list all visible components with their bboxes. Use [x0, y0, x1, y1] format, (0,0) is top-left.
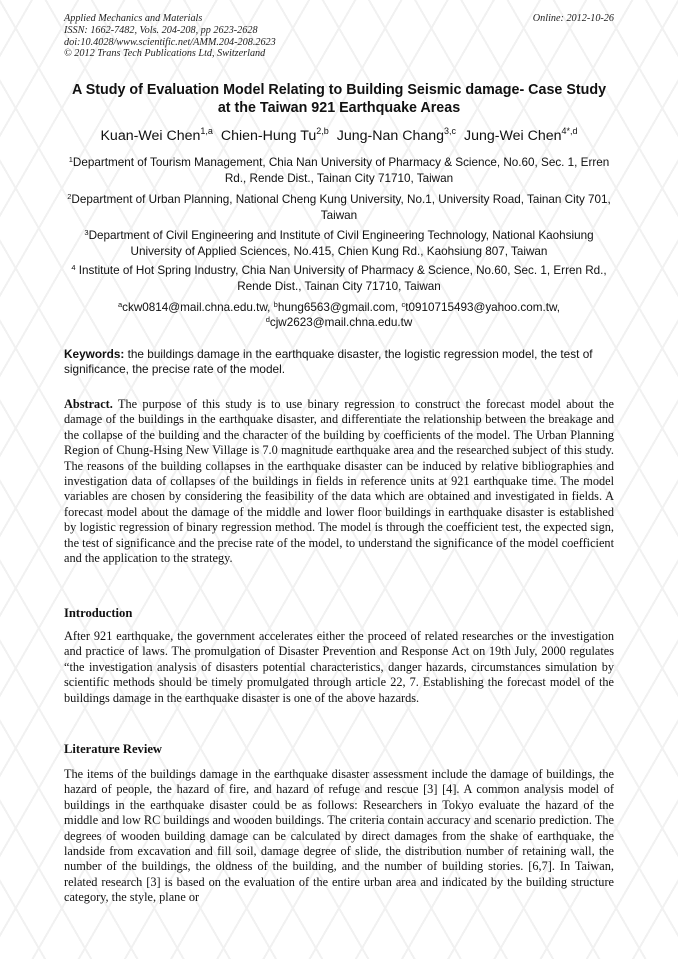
abstract-label: Abstract. [64, 397, 113, 411]
literature-text: The items of the buildings damage in the earthquake disaster assessment include the damage of buildings, the hazard of people, the hazard of fire, and hazard of refuge and rescue [3] [4]. A common analysis model of buildings in the earthquake disaster could be as follows: Researchers in Tokyo evaluate the hazard of the middle and low RC buildings and wooden buildings. The criteria contain accuracy and scenario prediction. The degrees of wooden building damage can be calculated by direct damages from the shake of earthquake, the landside from excavation and fill soil, damage degree of slide, the distribution number of retaining wall, the number of the buildings, the oldness of the building, and the number of building stories. [6,7]. In Taiwan, related research [3] is based on the evaluation of the entire urban area and indicated by the building structure category, the style, plane or [64, 767, 614, 905]
introduction-heading: Introduction [64, 606, 133, 620]
journal-name: Applied Mechanics and Materials [64, 13, 203, 24]
keywords-text: the buildings damage in the earthquake disaster, the logistic regression model, the test of significance, the precise rate of the model. [64, 347, 593, 377]
author: Jung-Nan Chang$^{3,c}$ [336, 126, 457, 144]
author: Kuan-Wei Chen$^{1,a}$ [100, 126, 213, 144]
doi-line[interactable]: doi:10.4028/www.scientific.net/AMM.204-208.2623 [64, 36, 276, 48]
issn-line: ISSN: 1662-7482, Vols. 204-208, pp 2623-2628 [64, 24, 258, 36]
copyright-line: © 2012 Trans Tech Publications Ltd, Switzerland [64, 48, 266, 60]
email-link[interactable]: cjw2623@mail.chna.edu.tw [269, 316, 413, 329]
affiliation: $^1$Department of Tourism Management, Chia Nan University of Pharmacy & Science, No.60, Sec. 1, Erren Rd., Rende Dist., Tainan City 71710, Taiwan [68, 155, 610, 185]
keywords [64, 347, 614, 377]
author: Jung-Wei Chen$^{4*,d}$ [463, 126, 578, 144]
email-list: $^a$ckw0814@mail.chna.edu.tw, $^b$hung6563@gmail.com, $^c$t0910715493@yahoo.com.tw, $^d$cjw2623@mail.chna.edu.tw [117, 300, 561, 329]
affiliation: $^3$Department of Civil Engineering and Institute of Civil Engineering Technology, National Kaohsiung University of Applied Sciences, No.415, Chien Kung Rd., Kaohsiung 807, Taiwan [84, 228, 594, 258]
literature-heading: Literature Review [64, 742, 163, 756]
email-link[interactable]: ckw0814@mail.chna.edu.tw, [122, 301, 274, 314]
paper-title: A Study of Evaluation Model Relating to Building Seismic damage- Case Study at the Taiwan 921 Earthquake Areas [71, 82, 607, 116]
abstract-text: The purpose of this study is to use binary regression to construct the forecast model about the damage of the buildings in the earthquake disaster, and differentiate the relationship between the breakage and the collapse of the building and the character of the building by coefficients of the model. The Urban Planning Region of Chung-Hsing New Village is 7.0 magnitude earthquake area and the researched subject of this study. The reasons of the building collapses in the earthquake disaster can be induced by relative bibliographies and investigation data of collapses of the buildings in fields in reference units at 921 earthquake time. The model variables are chosen by considering the feasibility of the data which are obtained and investigated in fields. A forecast model about the damage of the middle and lower floor buildings in earthquake disaster is established by logistic regression of binary regression method. The model is through the coefficient test, the expected sign, the test of significance and the precise rate of the model, to understand the significance of the model coefficient and the application to the strategy. [64, 397, 614, 566]
author-list [64, 127, 614, 145]
author: Chien-Hung Tu$^{2,b}$ [220, 126, 329, 144]
email-link[interactable]: hung6563@gmail.com, [277, 301, 402, 314]
journal-header [64, 13, 614, 60]
affiliation: $^2$Department of Urban Planning, National Cheng Kung University, No.1, University Road, Tainan City 701, Taiwan [67, 192, 611, 222]
introduction-text: After 921 earthquake, the government accelerates either the proceed of related researches or the investigation and practice of laws. The promulgation of Disaster Prevention and Response Act on 19th July, 2000 regulates “the investigation analysis of disasters potential characteristics, danger hazards, circumstances simulation by scientific methods should be timely promulgated through article 22, 7. Establishing the forecast model of the buildings damage in the earthquake disaster is one of the above hazards. [64, 629, 614, 705]
abstract [64, 397, 614, 566]
email-link[interactable]: t0910715493@yahoo.com.tw, [405, 301, 561, 314]
affiliation: $^4$ Institute of Hot Spring Industry, Chia Nan University of Pharmacy & Science, No.60, Sec. 1, Erren Rd., Rende Dist., Tainan City 71710, Taiwan [71, 263, 607, 293]
keywords-label: Keywords: [64, 347, 125, 361]
online-date: Online: 2012-10-26 [532, 13, 614, 24]
